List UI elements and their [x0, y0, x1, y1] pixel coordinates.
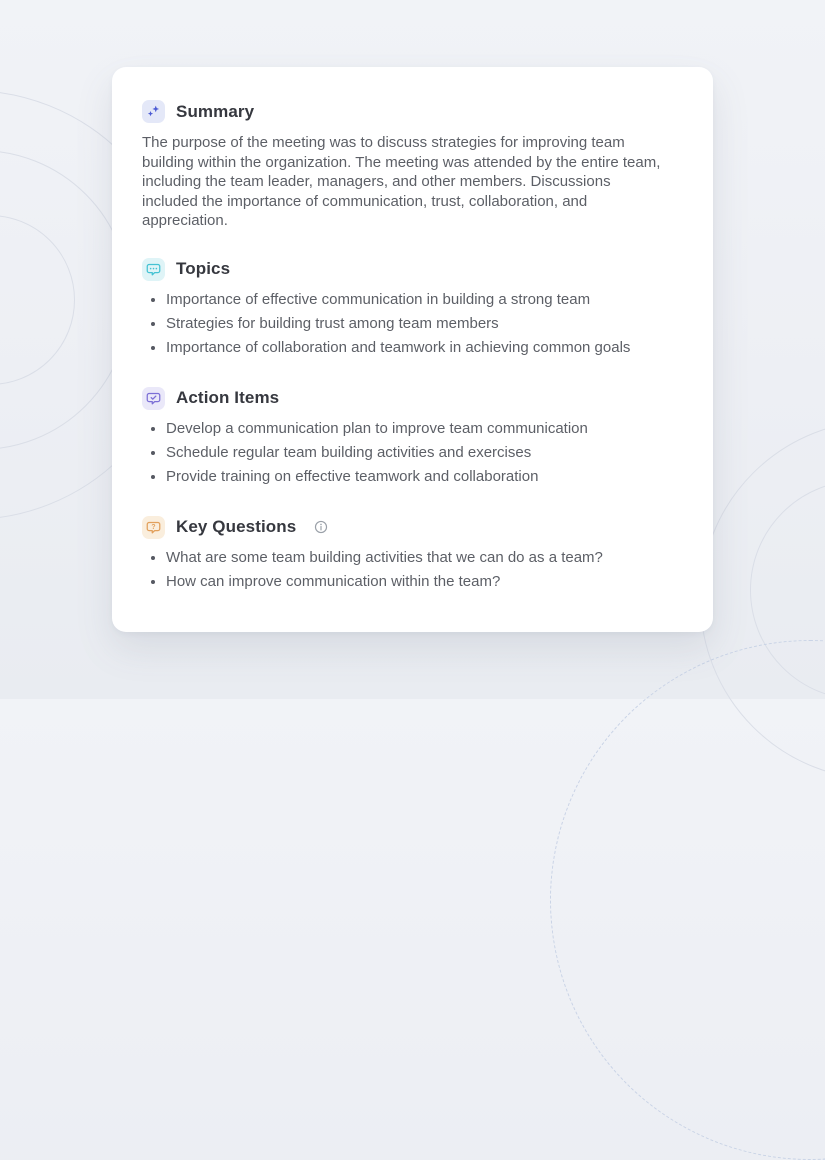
list-item: Importance of effective communication in building a strong team — [142, 288, 663, 312]
chat-dots-icon — [142, 258, 165, 281]
meeting-notes-card — [112, 67, 713, 632]
topics-title: Topics — [176, 259, 231, 278]
list-item: Develop a communication plan to improve team communication — [142, 417, 663, 441]
topics-header — [142, 258, 663, 281]
list-item: Importance of collaboration and teamwork in achieving common goals — [142, 336, 663, 360]
summary-header — [142, 100, 663, 123]
key-questions-list — [142, 546, 663, 594]
section-summary — [142, 100, 663, 231]
section-topics — [142, 258, 663, 360]
key-questions-title: Key Questions — [176, 517, 297, 536]
summary-title: Summary — [176, 101, 255, 121]
list-item: Provide training on effective teamwork and collaboration — [142, 465, 663, 489]
list-item: Schedule regular team building activities and exercises — [142, 441, 663, 465]
list-item: What are some team building activities that we can do as a team? — [142, 546, 663, 570]
chat-question-icon — [142, 516, 165, 539]
chat-check-icon — [142, 387, 165, 410]
section-key-questions — [142, 516, 663, 594]
topics-list — [142, 288, 663, 360]
list-item: How can improve communication within the team? — [142, 570, 663, 594]
action-items-header — [142, 387, 663, 410]
decorative-dashed-circle — [550, 640, 825, 1160]
svg-text:?: ? — [151, 523, 156, 531]
action-items-title: Action Items — [176, 388, 280, 407]
summary-text: The purpose of the meeting was to discuss strategies for improving team building within the organization. The meeting was attended by the entire team, including the team leader, managers, and other members. Discussions included the importance of communication, trust, collaboration, and appreciation. — [142, 134, 661, 229]
info-icon[interactable] — [314, 520, 328, 534]
key-questions-header — [142, 516, 663, 539]
section-action-items — [142, 387, 663, 489]
list-item: Strategies for building trust among team members — [142, 312, 663, 336]
action-items-list — [142, 417, 663, 489]
sparkles-icon — [142, 100, 165, 123]
